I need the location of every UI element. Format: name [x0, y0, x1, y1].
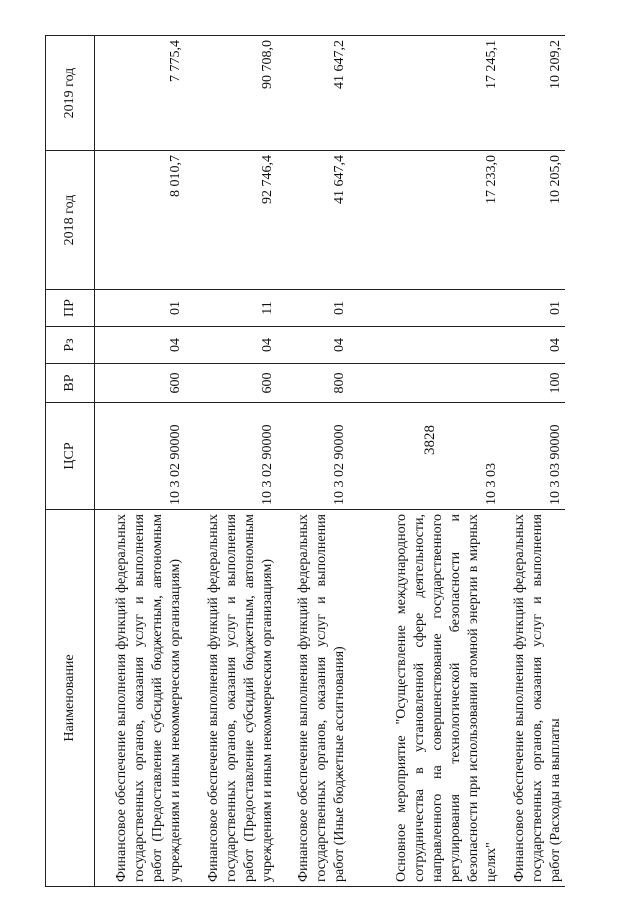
- table-row: [501, 36, 565, 887]
- row-vr: 600: [95, 364, 185, 403]
- row-rz: 04: [185, 327, 277, 364]
- header-2018: 2018 год: [46, 151, 95, 290]
- page-number: 3828: [422, 425, 438, 455]
- table-row: [185, 36, 277, 887]
- row-pr: [349, 290, 501, 327]
- row-2019: 10 209,2: [501, 36, 565, 151]
- row-csr: 10 3 03 90000: [501, 403, 565, 510]
- row-2018: 41 647,4: [277, 151, 349, 290]
- row-name: Финансовое обеспечение выполнения функций федеральных государственных органов, оказания услуг и выполнения работ (Иные бюджетные ассигнования): [277, 510, 349, 887]
- row-rz: 04: [95, 327, 185, 364]
- row-rz: 04: [501, 327, 565, 364]
- header-2019: 2019 год: [46, 36, 95, 151]
- row-vr: 800: [277, 364, 349, 403]
- row-2018: 92 746,4: [185, 151, 277, 290]
- row-pr: 01: [277, 290, 349, 327]
- row-2018: 8 010,7: [95, 151, 185, 290]
- row-csr: 10 3 02 90000: [277, 403, 349, 510]
- row-name: Основное мероприятие "Осуществление международного сотрудничества в установленной сфере деятельности, направленного на совершенствование государственного регулирования технологической безопасности и безопасности при использовании атомной энергии в мирных целях": [349, 510, 501, 887]
- row-2018: 10 205,0: [501, 151, 565, 290]
- header-vr: ВР: [46, 364, 95, 403]
- row-name: Финансовое обеспечение выполнения функций федеральных государственных органов, оказания услуг и выполнения работ (Расходы на выплаты: [501, 510, 565, 887]
- row-2019: 17 245,1: [349, 36, 501, 151]
- row-2019: 41 647,2: [277, 36, 349, 151]
- row-rz: [349, 327, 501, 364]
- row-pr: 11: [185, 290, 277, 327]
- row-name: Финансовое обеспечение выполнения функций федеральных государственных органов, оказания услуг и выполнения работ (Предоставление субсидий бюджетным, автономным учреждениям и иным некоммерческим организациям): [185, 510, 277, 887]
- row-csr: 10 3 03: [349, 403, 501, 510]
- row-rz: 04: [277, 327, 349, 364]
- header-rz: Рз: [46, 327, 95, 364]
- row-csr: 10 3 02 90000: [185, 403, 277, 510]
- row-csr: 10 3 02 90000: [95, 403, 185, 510]
- table-header-row: [46, 36, 95, 887]
- budget-table: [45, 35, 565, 887]
- row-2019: 90 708,0: [185, 36, 277, 151]
- table-row: [349, 36, 501, 887]
- row-vr: 100: [501, 364, 565, 403]
- row-pr: 01: [95, 290, 185, 327]
- row-vr: 600: [185, 364, 277, 403]
- table-row: [277, 36, 349, 887]
- header-csr: ЦСР: [46, 403, 95, 510]
- row-vr: [349, 364, 501, 403]
- header-name: Наименование: [46, 510, 95, 887]
- table-row: [95, 36, 185, 887]
- header-pr: ПР: [46, 290, 95, 327]
- row-name: Финансовое обеспечение выполнения функций федеральных государственных органов, оказания услуг и выполнения работ (Предоставление субсидий бюджетным, автономным учреждениям и иным некоммерческим организациям): [95, 510, 185, 887]
- row-pr: 01: [501, 290, 565, 327]
- row-2018: 17 233,0: [349, 151, 501, 290]
- row-2019: 7 775,4: [95, 36, 185, 151]
